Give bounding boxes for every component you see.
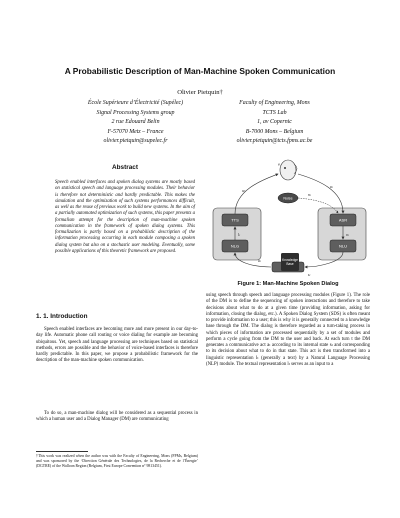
- affiliation-line: 2 rue Edouard Belin: [111, 119, 160, 126]
- right-column-text: using speech through speech and language processing modules (Figure 1). The role of the DM is to define the sequencing of spoken interactions and therefore to take decisions about what to do at a given time (providing information, asking for information, closing the dialog, etc.). A Spoken Dialog System (SDS) is often meant to provide information to a user; this is why it is generally connected to a knowledge base through the DM. The dialog is therefore regarded as a turn-taking process in which pieces of information are processed sequentially by a set of modules and perform a cycle going from the DM to the user and back. At each turn t the DM generates a communicative act aₜ according to its internal state sₜ and corresponding to its decision about what to do in that state. This act is then transformed into a linguistic representation lₜ (generally a text) by a Natural Language Processing (NLP) module. The textual representation lₜ serves as an input to a: [206, 293, 370, 367]
- affiliation-left: [58, 99, 213, 147]
- asr-label: ASR: [338, 217, 348, 223]
- abstract-text: Speech enabled interfaces and spoken dialog systems are mostly based on statistical speech and language processing modules. Their behavior is therefore not deterministic and hardly predictable. This makes the simulation and the optimization of such systems performances difficult, as well as the reuse of previous work to build new systems. In the aim of a partially automated optimization of such systems, this paper presents a formalism attempt for the description of man-machine spoken communication in the framework of spoken dialog systems. This formalization is partly based on a probabilistic description of the information processing occurring in each module composing a spoken dialog system but also on a stochastic user modeling. Eventually, some possible applications of this theoretic framework are proposed.: [55, 180, 195, 254]
- footnote: †This work was realized when the author was with the Faculty of Engineering, Mons (FPMs, Belgium) and was sponsored by the ‘Direction Générale des Technologies, de la Recherche et de l’Énergie’ (DGTRE) of the Walloon Region (Belgium, First Europe Convention n° 9813451).: [36, 454, 198, 468]
- affiliation-right: [197, 99, 352, 147]
- intro-paragraph: Speech enabled interfaces are becoming more and more present in our day-to-day life. Automatic phone call routing or voice dialing for example are becoming ubiquitous. Yet, speech and language processing are techniques based on statistical methods, errors are possible and the behavior of voice-based interfaces is therefore hardly predictable. In this paper, we propose a probabilistic framework for the description of the man-machine spoken communication.: [36, 327, 198, 364]
- affiliation-line: TCTS Lab: [262, 109, 287, 116]
- symbol-o: oₜ: [346, 233, 349, 237]
- tts-label: TTS: [231, 217, 239, 223]
- noise-node: [278, 193, 298, 203]
- affiliation-line: F-57070 Metz – France: [107, 128, 164, 135]
- figure-caption: Figure 1: Man-Machine Spoken Dialog: [237, 281, 339, 287]
- nlg-label: NLG: [230, 243, 240, 249]
- user-head-icon: [280, 160, 297, 180]
- nlg-node: [222, 240, 248, 252]
- symbol-n: nₜ: [308, 193, 311, 197]
- nlu-node: [330, 240, 356, 252]
- affiliation-email: olivier.pietquin@tcts.fpms.ac.be: [236, 138, 313, 145]
- tts-node: [222, 214, 248, 226]
- symbol-u: uₜ: [330, 185, 333, 189]
- abstract-heading: Abstract: [112, 164, 138, 171]
- symbol-g: g: [278, 162, 280, 166]
- affiliation-line: Signal Processing Systems group: [96, 109, 175, 116]
- symbol-s: sₜ: [308, 273, 311, 277]
- intro-heading: 1. 1. Introduction: [36, 313, 88, 320]
- affiliation-line: B-7000 Mons – Belgium: [245, 128, 304, 135]
- footnote-rule: [36, 451, 88, 452]
- author-name: Olivier Pietquin†: [177, 89, 223, 96]
- asr-node: [330, 214, 356, 226]
- knowledge-base-node: Knowledge Base: [281, 253, 299, 271]
- symbol-a: aₜ: [258, 259, 261, 263]
- affiliation-email: olivier.pietquin@supelec.fr: [103, 138, 168, 145]
- affiliation-line: 1, av Copernic: [257, 119, 292, 126]
- nlu-label: NLU: [338, 243, 348, 249]
- intro-paragraph: To do so, a man-machine dialog will be considered as a sequential process in which a human user and a Dialog Manager (DM) are communicating: [36, 411, 198, 423]
- symbol-w: wₜ: [242, 189, 246, 193]
- paper-title: A Probabilistic Description of Man-Machine Spoken Communication: [64, 66, 336, 76]
- affiliation-line: Faculty of Engineering, Mons: [239, 100, 310, 106]
- noise-label: Noise: [283, 196, 293, 201]
- symbol-l: lₜ: [238, 233, 241, 237]
- arrow-user-asr: [298, 174, 343, 213]
- affiliation-line: École Supérieure d’Électricité (Supélec): [87, 100, 184, 106]
